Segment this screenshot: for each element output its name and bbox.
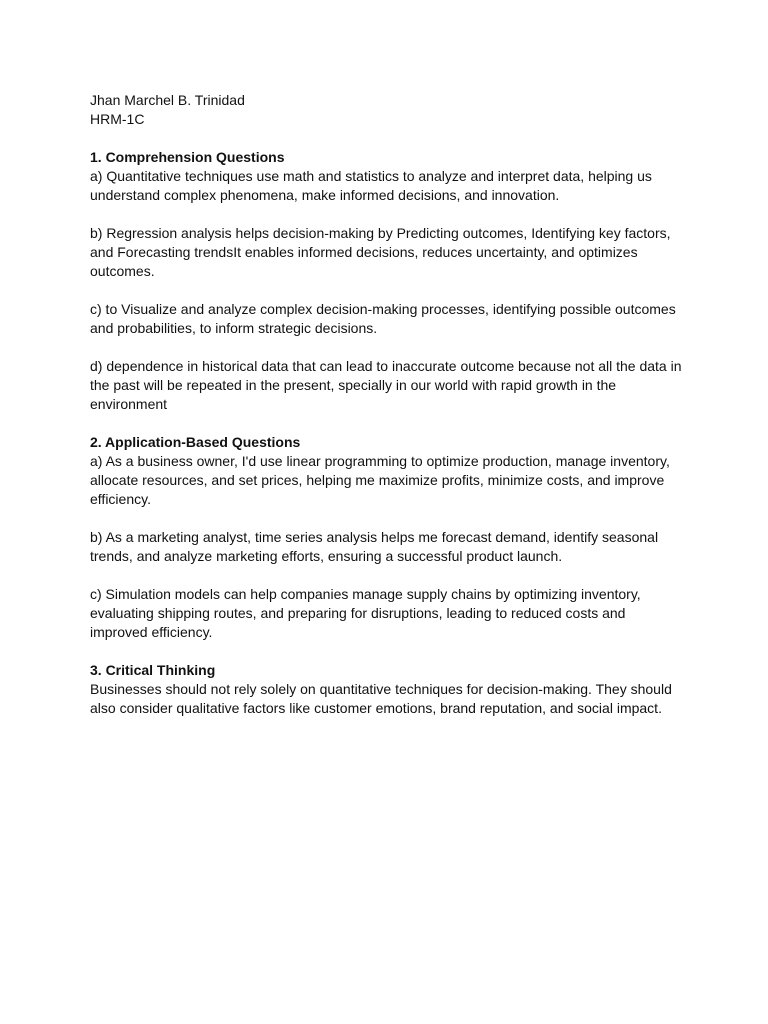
answer-line: evaluating shipping routes, and preparing for disruptions, leading to reduced costs and (90, 605, 626, 621)
answer-line: understand complex phenomena, make informed decisions, and innovation. (90, 187, 560, 203)
spacer (90, 205, 690, 224)
answer-line: also consider qualitative factors like customer emotions, brand reputation, and social impact. (90, 700, 662, 716)
section-code: HRM-1C (90, 111, 145, 127)
spacer (90, 338, 690, 357)
document-page (90, 91, 690, 718)
answer-line: and probabilities, to inform strategic decisions. (90, 320, 378, 336)
spacer (90, 281, 690, 300)
answer-line: the past will be repeated in the present, specially in our world with rapid growth in the (90, 377, 617, 393)
answer-line: b) As a marketing analyst, time series analysis helps me forecast demand, identify seasonal (90, 529, 659, 545)
answer-line: allocate resources, and set prices, helping me maximize profits, minimize costs, and improve (90, 472, 665, 488)
answer-line: improved efficiency. (90, 624, 213, 640)
answer-line: c) to Visualize and analyze complex decision-making processes, identifying possible outcomes (90, 301, 676, 317)
answer-line: Businesses should not rely solely on quantitative techniques for decision-making. They should (90, 681, 672, 697)
author-name: Jhan Marchel B. Trinidad (90, 92, 245, 108)
section-heading: 1. Comprehension Questions (90, 149, 285, 165)
spacer (90, 129, 690, 148)
answer-line: and Forecasting trendsIt enables informed decisions, reduces uncertainty, and optimizes (90, 244, 638, 260)
answer-line: c) Simulation models can help companies manage supply chains by optimizing inventory, (90, 586, 641, 602)
spacer (90, 566, 690, 585)
answer-line: a) Quantitative techniques use math and statistics to analyze and interpret data, helping us (90, 168, 652, 184)
section-heading: 2. Application-Based Questions (90, 434, 301, 450)
answer-line: a) As a business owner, I'd use linear programming to optimize production, manage inventory, (90, 453, 670, 469)
answer-line: trends, and analyze marketing efforts, ensuring a successful product launch. (90, 548, 563, 564)
answer-line: environment (90, 396, 168, 412)
answer-line: efficiency. (90, 491, 151, 507)
spacer (90, 642, 690, 661)
spacer (90, 414, 690, 433)
answer-line: b) Regression analysis helps decision-making by Predicting outcomes, Identifying key factors, (90, 225, 671, 241)
spacer (90, 509, 690, 528)
answer-line: outcomes. (90, 263, 155, 279)
section-heading: 3. Critical Thinking (90, 662, 216, 678)
answer-line: d) dependence in historical data that can lead to inaccurate outcome because not all the data in (90, 358, 682, 374)
